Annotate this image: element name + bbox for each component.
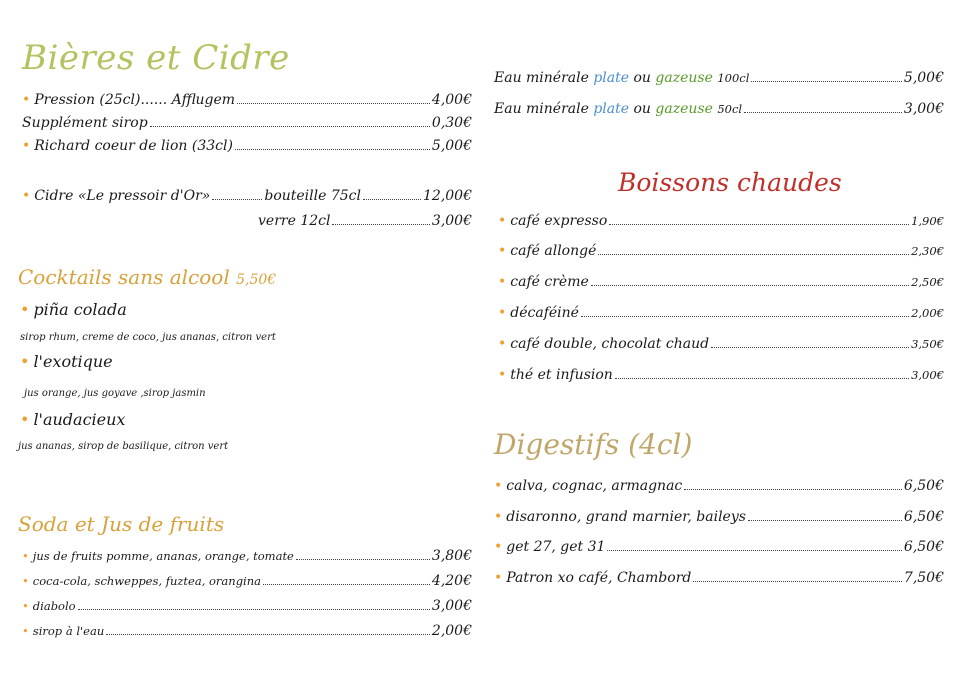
- cocktail-desc: sirop rhum, creme de coco, jus ananas, citron vert: [20, 332, 276, 343]
- cocktail-desc: jus ananas, sirop de basilique, citron vert: [18, 441, 229, 452]
- bullet-icon: •: [22, 549, 29, 563]
- bullet-icon: •: [22, 138, 31, 154]
- list-item: • Pression (25cl)...... Afflugem 4,00€: [22, 92, 472, 108]
- list-item: • Patron xo café, Chambord 7,50€: [494, 570, 944, 586]
- digestifs-title: Digestifs (4cl): [494, 428, 693, 461]
- list-item: • café double, chocolat chaud 3,50€: [498, 336, 944, 352]
- list-item: • coca-cola, schweppes, fuztea, orangina 4,20€: [22, 573, 472, 589]
- bullet-icon: •: [494, 539, 503, 555]
- list-item: • Cidre «Le pressoir d'Or» bouteille 75cl 12,00€: [22, 188, 472, 204]
- list-item: • décaféiné 2,00€: [498, 305, 944, 321]
- bullet-icon: •: [494, 509, 503, 525]
- bullet-icon: •: [22, 92, 31, 108]
- cocktail-desc: jus orange, jus goyave ,sirop jasmin: [24, 388, 206, 399]
- cocktail-item: • l'exotique: [20, 352, 113, 371]
- list-item: • thé et infusion 3,00€: [498, 367, 944, 383]
- bullet-icon: •: [498, 367, 507, 383]
- list-item: • Richard coeur de lion (33cl) 5,00€: [22, 138, 472, 154]
- bullet-icon: •: [498, 336, 507, 352]
- list-item: • calva, cognac, armagnac 6,50€: [494, 478, 944, 494]
- list-item: • jus de fruits pomme, ananas, orange, tomate 3,80€: [22, 548, 472, 564]
- bullet-icon: •: [494, 570, 503, 586]
- eau-row: Eau minérale plate ou gazeuse 100cl 5,00€: [494, 70, 944, 86]
- bullet-icon: •: [498, 243, 507, 259]
- bullet-icon: •: [498, 213, 507, 229]
- cocktail-item: • piña colada: [20, 300, 127, 319]
- bullet-icon: •: [20, 410, 30, 429]
- list-item: • café crème 2,50€: [498, 274, 944, 290]
- list-item: Supplément sirop 0,30€: [22, 115, 472, 131]
- cocktails-price: 5,50€: [236, 272, 277, 288]
- list-item: • café expresso 1,90€: [498, 213, 944, 229]
- list-item: • café allongé 2,30€: [498, 243, 944, 259]
- cocktail-item: • l'audacieux: [20, 410, 126, 429]
- bullet-icon: •: [22, 188, 31, 204]
- list-item: • diabolo 3,00€: [22, 598, 472, 614]
- bullet-icon: •: [22, 574, 29, 588]
- bullet-icon: •: [20, 352, 30, 371]
- list-item: • disaronno, grand marnier, baileys 6,50€: [494, 509, 944, 525]
- soda-title: Soda et Jus de fruits: [18, 512, 225, 536]
- bullet-icon: •: [20, 300, 30, 319]
- list-item: verre 12cl 3,00€: [258, 213, 472, 229]
- bullet-icon: •: [494, 478, 503, 494]
- bullet-icon: •: [498, 274, 507, 290]
- eau-row: Eau minérale plate ou gazeuse 50cl 3,00€: [494, 101, 944, 117]
- list-item: • sirop à l'eau 2,00€: [22, 623, 472, 639]
- bullet-icon: •: [22, 624, 29, 638]
- cocktails-title: Cocktails sans alcool 5,50€: [18, 265, 277, 289]
- bullet-icon: •: [498, 305, 507, 321]
- bullet-icon: •: [22, 599, 29, 613]
- list-item: • get 27, get 31 6,50€: [494, 539, 944, 555]
- chaudes-title: Boissons chaudes: [618, 168, 842, 197]
- bieres-title: Bières et Cidre: [22, 38, 290, 78]
